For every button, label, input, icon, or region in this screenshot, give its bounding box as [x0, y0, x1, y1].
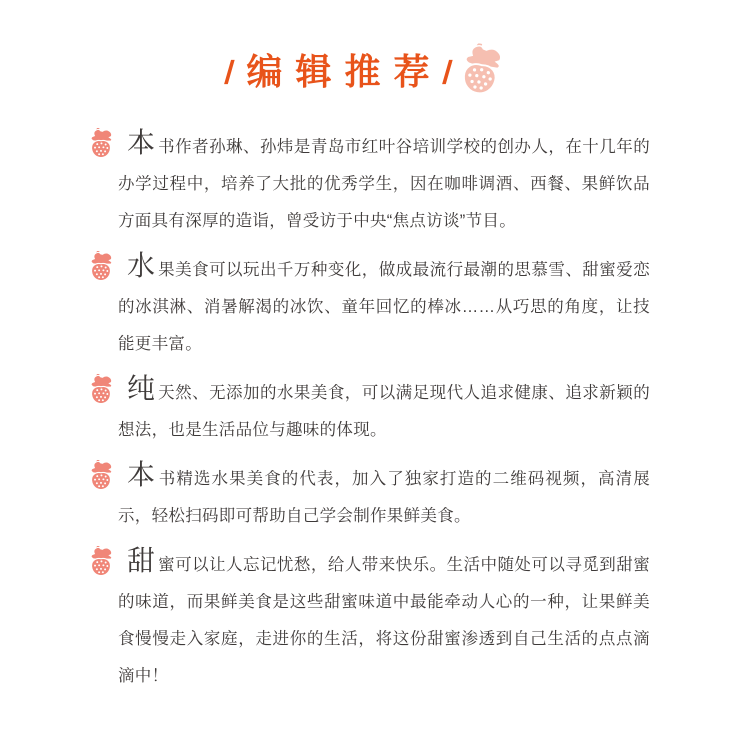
recommendation-item [118, 542, 650, 695]
body-text: 书精选水果美食的代表，加入了独家打造的二维码视频，高清展示，轻松扫码即可帮助自己学会制作果鲜美食。 [118, 470, 650, 525]
paragraph-text [118, 124, 650, 240]
page-title: 编辑推荐 [246, 51, 443, 93]
recommendation-item [118, 247, 650, 363]
body-text: 果美食可以玩出千万种变化，做成最流行最潮的思慕雪、甜蜜爱恋的冰淇淋、消暑解渴的冰饮、童年回忆的棒冰……从巧思的角度，让技能更丰富。 [118, 261, 650, 353]
body-text: 书作者孙琳、孙炜是青岛市红叶谷培训学校的创办人，在十几年的办学过程中，培养了大批的优秀学生，因在咖啡调酒、西餐、果鲜饮品方面具有深厚的造诣，曾受访于中央“焦点访谈”节目。 [118, 138, 650, 230]
page-header [0, 50, 730, 94]
body-text: 天然、无添加的水果美食，可以满足现代人追求健康、追求新颖的想法，也是生活品位与趣味的体现。 [118, 384, 650, 439]
right-slash-decoration: / [440, 53, 454, 91]
left-slash-decoration: / [222, 53, 236, 91]
lead-character: 本 [127, 127, 156, 158]
lead-character: 水 [127, 250, 156, 281]
strawberry-bullet-icon [87, 251, 115, 281]
body-text: 蜜可以让人忘记忧愁，给人带来快乐。生活中随处可以寻觅到甜蜜的味道，而果鲜美食是这些甜蜜味道中最能牵动人心的一种，让果鲜美食慢慢走入家庭，走进你的生活，将这份甜蜜渗透到自己生活的点点滴滴中！ [118, 556, 650, 685]
recommendation-list [118, 124, 650, 702]
strawberry-icon [454, 41, 509, 98]
strawberry-bullet-icon [87, 546, 115, 576]
paragraph-text [118, 542, 650, 695]
paragraph-text [118, 247, 650, 363]
recommendation-item [118, 370, 650, 449]
lead-character: 本 [127, 459, 156, 490]
strawberry-bullet-icon [87, 460, 115, 490]
strawberry-bullet-icon [87, 128, 115, 158]
lead-character: 甜 [127, 545, 156, 576]
recommendation-item [118, 456, 650, 535]
lead-character: 纯 [127, 373, 156, 404]
paragraph-text [118, 370, 650, 449]
recommendation-item [118, 124, 650, 240]
strawberry-bullet-icon [87, 374, 115, 404]
paragraph-text [118, 456, 650, 535]
